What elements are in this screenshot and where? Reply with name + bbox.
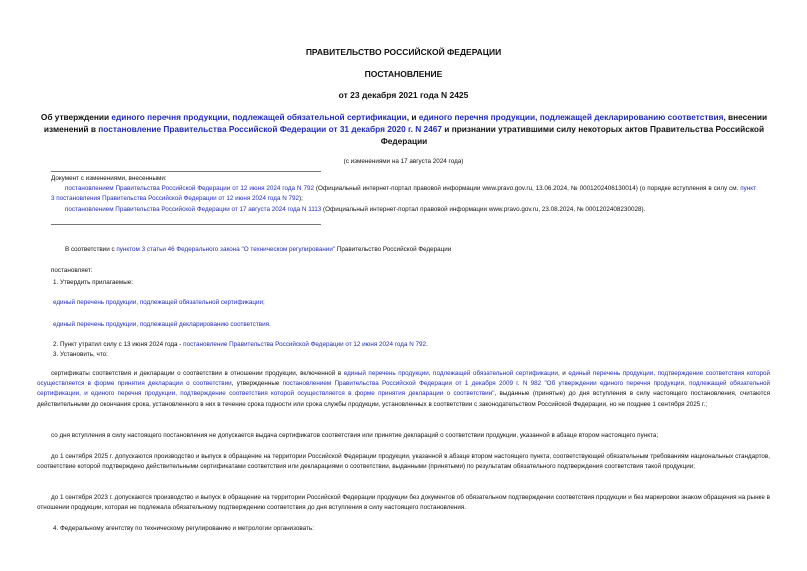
amendment-link-792[interactable]: постановлением Правительства Российской Федерации от 12 июня 2024 года N 792 [65,185,314,193]
amendment-text: (Официальный интернет-портал правовой информации www.pravo.gov.ru, 13.06.2024, № 0001202406130014) (о порядке вступления в силу см. [313,185,741,193]
item-3: 3. Установить, что: [53,351,108,358]
amendment-link-792-p3[interactable]: пункт 3 постановления Правительства Российской Федерации от 12 июня 2024 года N 792 [51,185,756,203]
amendment-item [51,205,756,215]
title-link-certification-list[interactable]: единого перечня продукции, подлежащей обязательной сертификации [111,112,407,122]
paragraph-certificates [37,369,770,410]
amendment-text: (Официальный интернет-портал правовой информации www.pravo.gov.ru, 23.08.2024, № 0001202408230028). [321,205,646,213]
list-link-declaration[interactable]: единый перечень продукции, подлежащей декларированию соответствия. [53,321,271,328]
edition-note: (с изменениями на 17 августа 2024 года) [343,158,464,165]
title-text: Об утверждении [40,112,112,122]
title-link-declaration-list[interactable]: единого перечня продукции, подлежащей декларированию соответствия [418,112,724,122]
intro-text: В соответствии с [65,246,117,253]
para-text: , утвержденные [231,380,283,388]
para-link-declaration-list[interactable]: единый перечень продукции, подтверждение соответствия которой осуществляется в форме принятия декларации о соответствии [37,370,770,388]
intro-link-law[interactable]: пунктом 3 статьи 46 Федерального закона "О техническом регулировании" [116,246,336,253]
amendment-text: ); [299,195,303,203]
government-heading: ПРАВИТЕЛЬСТВО РОССИЙСКОЙ ФЕДЕРАЦИИ [305,47,502,57]
decides-line: постановляет: [51,267,93,274]
item-4: 4. Федеральному агентству по техническому регулированию и метрологии организовать: [53,525,314,532]
amendment-link-1113[interactable]: постановлением Правительства Российской Федерации от 17 августа 2024 года N 1113 [65,205,322,213]
intro-text: Правительство Российской Федерации [335,246,452,253]
para-text: , и [557,370,569,377]
paragraph-production-2023: до 1 сентября 2023 г. допускаются производство и выпуск в обращение на территории Российской Федерации продукции без документов об обязательном подтверждении соответствия продукции и без маркировки знаком обращения на рынке в отношении продукции, которая не подлежала обязательному подтверждению соответствия до дня вступления в силу настоящего постановления. [37,494,770,512]
item-2 [53,340,753,350]
intro-paragraph [65,245,755,255]
para-link-certification-list[interactable]: единый перечень продукции, подлежащей обязательной сертификации [343,370,558,377]
item-2-link-792[interactable]: постановление Правительства Российской Федерации от 12 июня 2024 года N 792 [183,341,427,348]
paragraph-production-2025: до 1 сентября 2025 г. допускаются производство и выпуск в обращение на территории Российской Федерации продукции, указанной в абзаце втором настоящего пункта, соответствующей обязательным требованиям национальных стандартов, соответствие которой подтверждено действительными сертификатами соответствия или декларациями о соответствии, выданными (принятыми) по результатам обязательного подтверждения соответствия такой продукции; [37,453,770,471]
title-link-decree-2467[interactable]: постановление Правительства Российской Федерации от 31 декабря 2020 г. N 2467 [98,124,442,134]
item-1: 1. Утвердить прилагаемые: [53,279,133,286]
amendments-heading: Документ с изменениями, внесенными: [51,175,167,182]
document-type: ПОСТАНОВЛЕНИЕ [364,69,443,79]
amendments-block [51,174,756,215]
para-text: сертификаты соответствия и декларации о соответствии в отношении продукции, включенной в [51,370,344,377]
title-text: , внесении изменений в [43,112,768,134]
document-title [36,111,772,147]
item-2-text: . [426,341,428,348]
divider-top [51,171,321,172]
divider-bottom [51,224,321,225]
list-link-certification[interactable]: единый перечень продукции, подлежащей обязательной сертификации; [53,299,265,306]
item-2-text: 2. Пункт утратил силу с 13 июня 2024 года - [53,341,184,348]
amendment-item [51,184,756,204]
para-text: , выданные (принятые) до дня вступления в силу настоящего постановления, считаются действительными до окончания срока, установленного в них в течение срока годности или срока службы продукции, установленных в соответствии с законодательством Российской Федерации, но не позднее 1 сентября 2025 г.; [37,390,770,408]
title-text: , и [406,112,419,122]
title-text: и признании утратившими силу некоторых актов Правительства Российской Федерации [380,124,765,146]
paragraph-issuance-ban: со дня вступления в силу настоящего постановления не допускается выдача сертификатов соответствия или принятие деклараций о соответствии продукции, указанной в абзаце втором настоящего пункта; [51,432,659,439]
document-date-number: от 23 декабря 2021 года N 2425 [338,90,469,100]
para-link-decree-982[interactable]: постановлением Правительства Российской Федерации от 1 декабря 2009 г. N 982 "Об утверждении единого перечня продукции, подлежащей обязательной сертификации, и единого перечня продукции, подтверждение соответствия которой осуществляется в форме принятия декларации о соответствии" [37,380,770,398]
